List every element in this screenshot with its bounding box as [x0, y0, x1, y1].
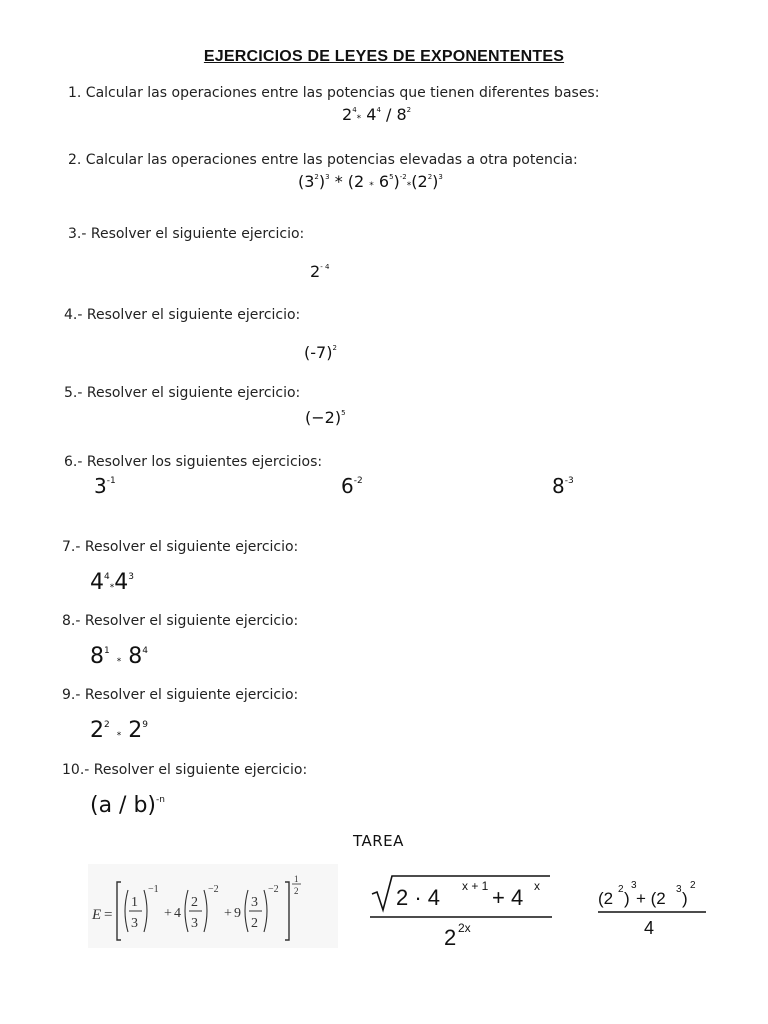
f2-den-exp: 2x	[458, 921, 471, 935]
question-5-text: 5.- Resolver el siguiente ejercicio:	[64, 385, 301, 401]
f3-a: (2	[598, 889, 614, 908]
f1-four: 4	[174, 906, 181, 921]
question-4-expression: $(-7)^2$	[304, 343, 337, 362]
page-title: EJERCICIOS DE LEYES DE EXPONENTENTES	[203, 48, 565, 65]
f3-a-c: )	[624, 889, 630, 908]
question-6c-expression: $8^{-3}$	[552, 474, 574, 498]
question-2-expression: $(3^2)^3 * (2 * 6^5)^{-2}*(2^2)^3$	[298, 172, 443, 191]
question-6b-expression: $6^{-2}$	[341, 474, 363, 498]
question-5-expression: $(-2)^5$	[305, 408, 346, 427]
f1-three3: 3	[251, 895, 258, 910]
tarea-formula-2	[366, 872, 556, 950]
f1-three: 3	[131, 916, 138, 931]
question-6a-expression: $3^{-1}$	[94, 474, 116, 498]
question-9-expression: $2^2 * 2^9$	[90, 718, 148, 743]
tarea-formula-1	[88, 864, 338, 948]
f1-E: E	[92, 907, 102, 923]
question-10-expression: (a / b)$^{-n}$	[90, 793, 165, 818]
f2-num-a-exp: x + 1	[462, 879, 489, 893]
svg-text:+: +	[224, 906, 232, 921]
question-2-text: 2. Calcular las operaciones entre las potencias elevadas a otra potencia:	[68, 152, 578, 168]
question-1-text: 1. Calcular las operaciones entre las potencias que tienen diferentes bases:	[68, 85, 600, 101]
question-8-text: 8.- Resolver el siguiente ejercicio:	[62, 613, 299, 629]
f1-two: 2	[191, 895, 198, 910]
f2-den: 2	[444, 925, 457, 950]
f3-den: 4	[644, 918, 655, 938]
f2-num-b-exp: x	[534, 879, 540, 893]
f1-plus: +	[164, 906, 172, 921]
question-9-text: 9.- Resolver el siguiente ejercicio:	[62, 687, 299, 703]
f1-half-d: 2	[294, 886, 299, 896]
f1-eq: =	[104, 907, 113, 923]
tarea-heading: TAREA	[353, 832, 404, 850]
f1-m2b: −2	[268, 884, 279, 895]
question-10-text: 10.- Resolver el siguiente ejercicio:	[62, 762, 308, 778]
f1-half-n: 1	[294, 874, 299, 884]
f1-one: 1	[131, 895, 138, 910]
f1-m2: −2	[208, 884, 219, 895]
f1-m1: −1	[148, 884, 159, 895]
question-7-text: 7.- Resolver el siguiente ejercicio:	[62, 539, 299, 555]
question-3-text: 3.- Resolver el siguiente ejercicio:	[68, 226, 305, 242]
question-8-expression: $8^1 * 8^4$	[90, 644, 148, 669]
f3-b-c: )	[682, 889, 688, 908]
tarea-formula-3	[596, 878, 716, 940]
f1-three2: 3	[191, 916, 198, 931]
f1-two2: 2	[251, 916, 258, 931]
f3-b-out: 2	[690, 880, 696, 891]
f2-plus: + 4	[492, 885, 524, 910]
question-6-text: 6.- Resolver los siguientes ejercicios:	[64, 454, 323, 470]
question-4-text: 4.- Resolver el siguiente ejercicio:	[64, 307, 301, 323]
f1-nine: 9	[234, 906, 241, 921]
question-7-expression: $4^4*4^3$	[90, 570, 134, 595]
f3-b-in: 3	[676, 884, 682, 895]
question-1-expression: $2^4*$ $4^4 / 8^2$	[342, 105, 412, 124]
f3-a-out: 3	[631, 880, 637, 891]
f2-num-a: 2 · 4	[396, 885, 441, 910]
question-3-expression: $2^{- 4}$	[310, 262, 330, 281]
f3-plus: + (2	[636, 889, 666, 908]
f3-a-in: 2	[618, 884, 624, 895]
